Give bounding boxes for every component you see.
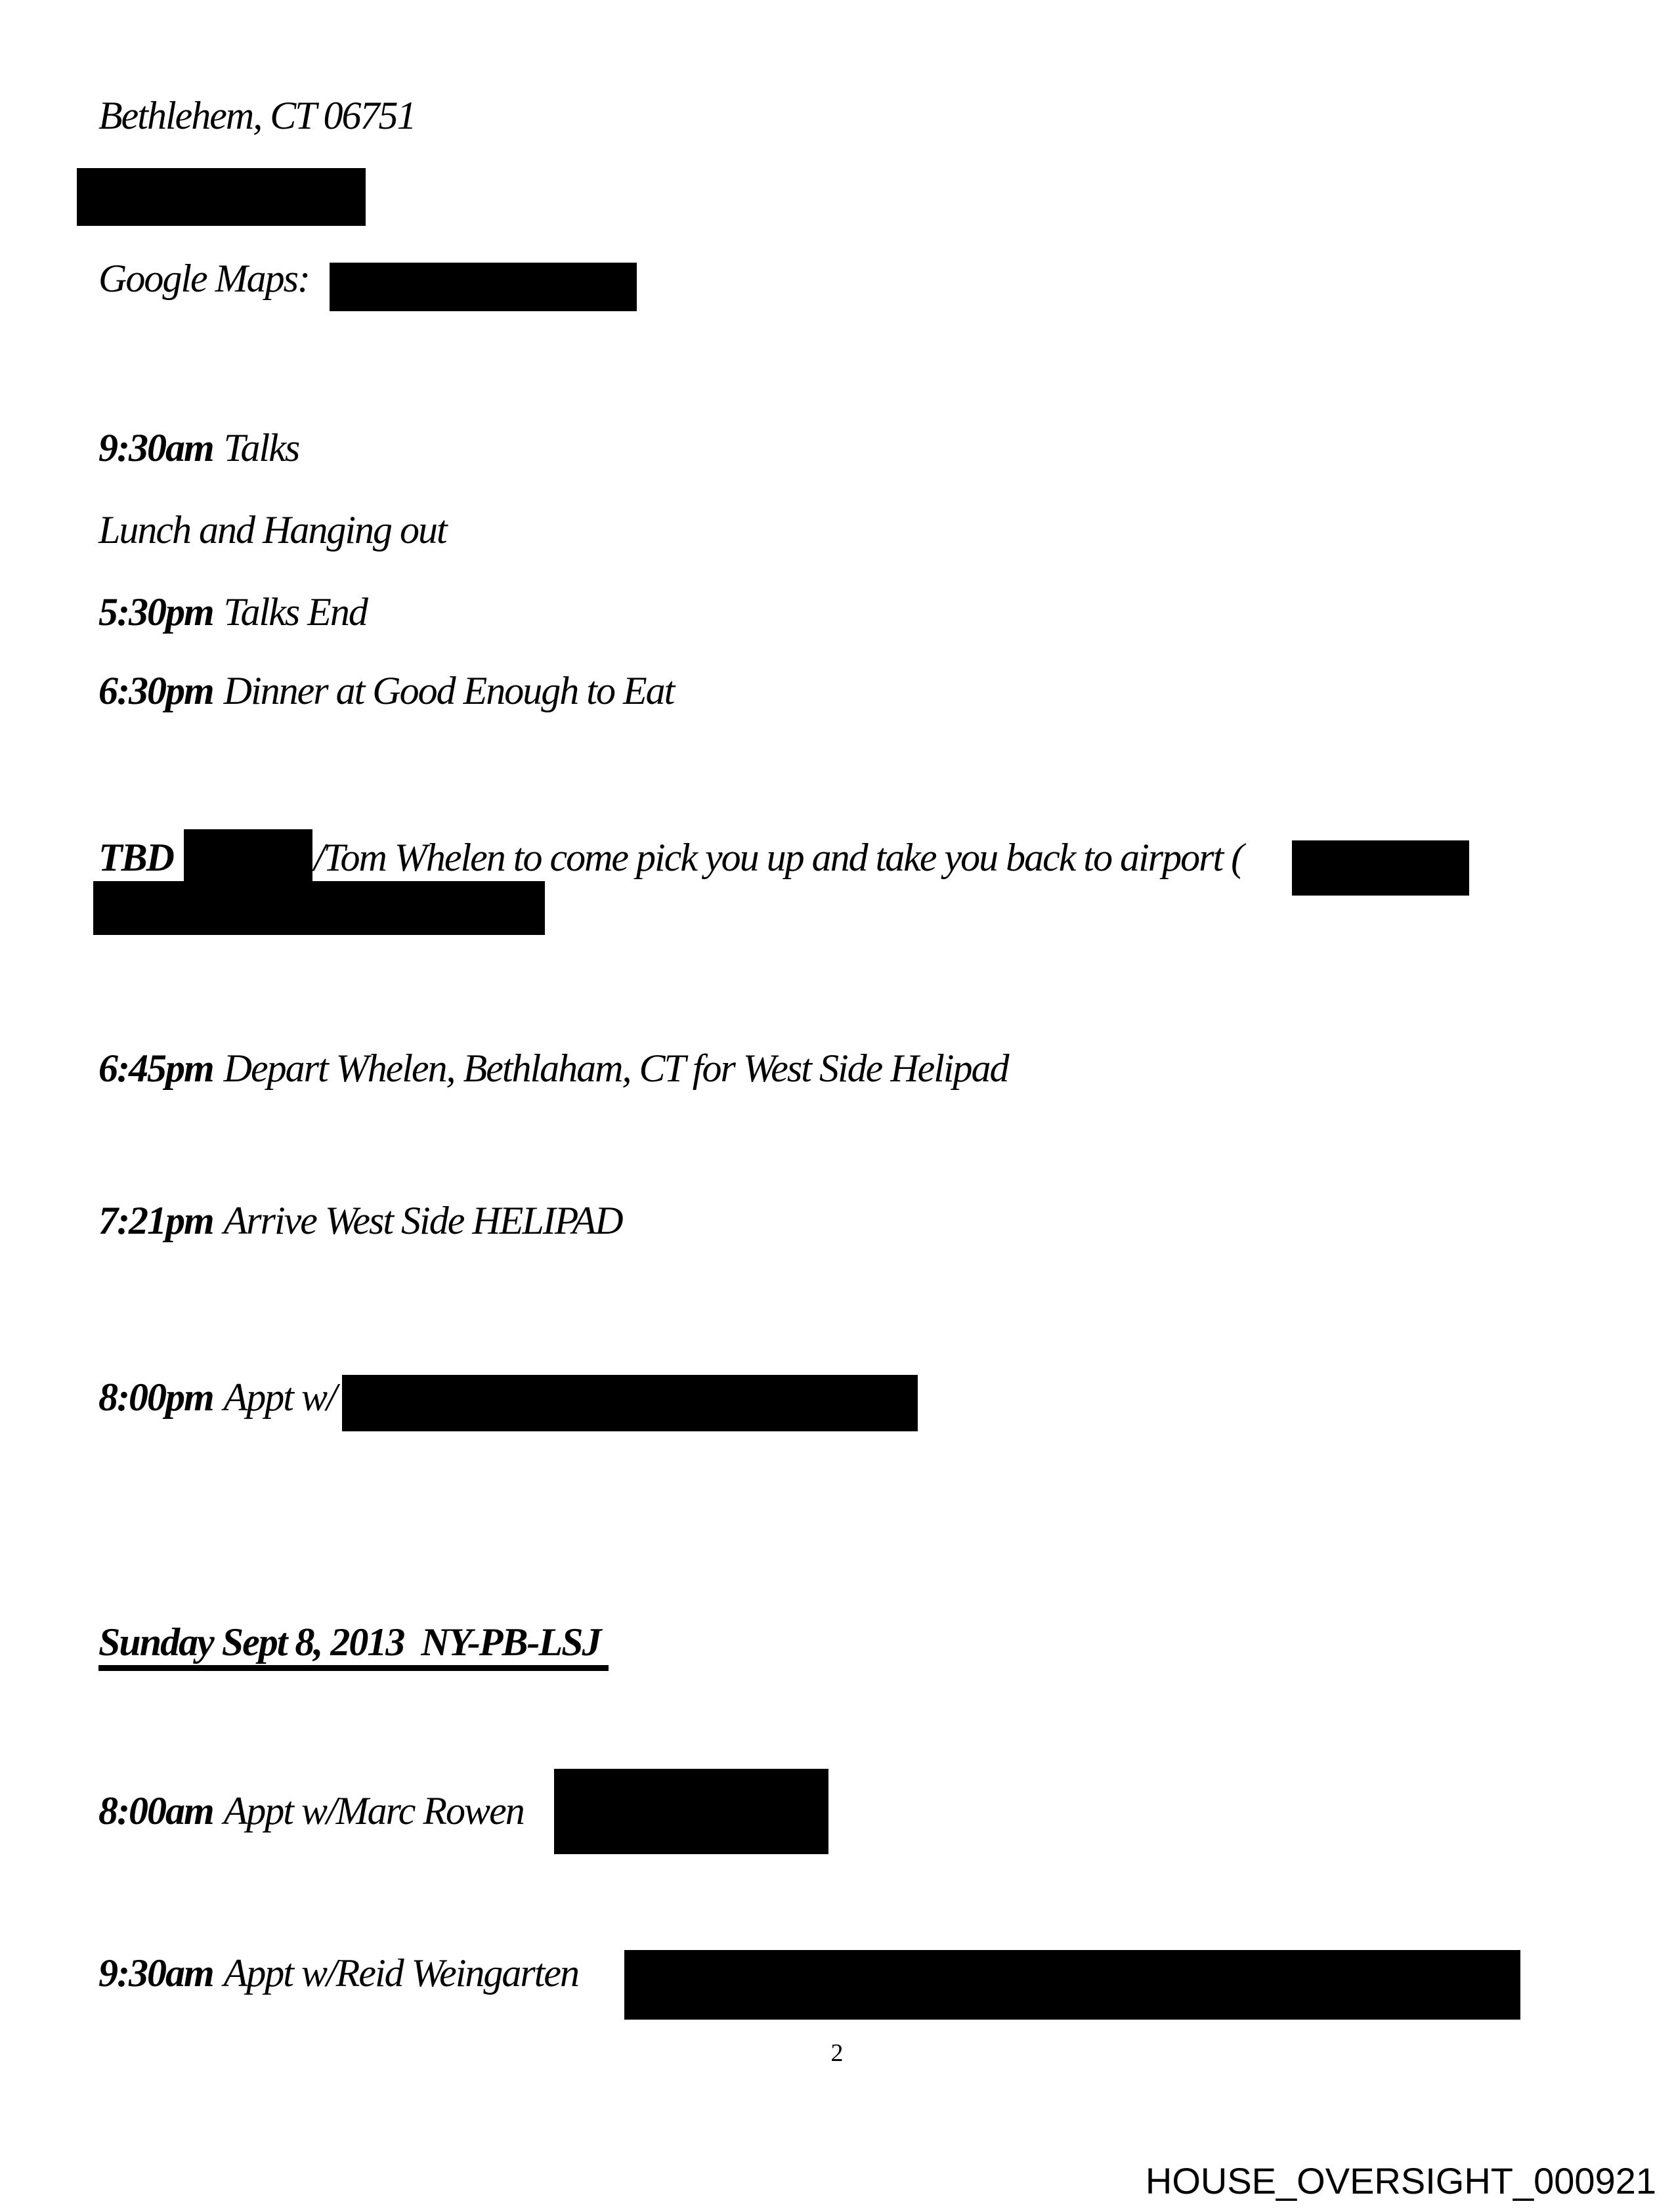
event-time: 6:30pm [98, 669, 213, 712]
event-time: 9:30am [98, 1951, 213, 1995]
event-text: Arrive West Side HELIPAD [223, 1199, 622, 1242]
event-line [98, 510, 446, 550]
redaction-bar [624, 1950, 1520, 2020]
event-text: Dinner at Good Enough to Eat [223, 669, 674, 712]
event-text: Depart Whelen, Bethlaham, CT for West Side Helipad [223, 1047, 1008, 1090]
redaction-bar [93, 881, 545, 935]
event-line [98, 838, 184, 877]
redaction-bar [1292, 840, 1469, 896]
event-time: 9:30am [98, 426, 213, 469]
redaction-bar [342, 1375, 918, 1431]
event-time: TBD [98, 836, 173, 879]
event-text: /Tom Whelen to come pick you up and take you back to airport ( [314, 836, 1243, 879]
redaction-bar [554, 1769, 828, 1854]
event-text: Talks [223, 426, 299, 469]
event-text: Appt w/ [223, 1376, 336, 1419]
event-line [98, 671, 674, 710]
event-time: 7:21pm [98, 1199, 213, 1242]
event-line [98, 428, 299, 467]
event-text-continued [314, 838, 1243, 877]
event-time: 8:00am [98, 1789, 213, 1832]
event-line [98, 1377, 336, 1417]
event-time: 8:00pm [98, 1376, 213, 1419]
day-heading: Sunday Sept 8, 2013 NY-PB-LSJ [98, 1622, 609, 1671]
google-maps-line [98, 259, 309, 298]
event-text: Appt w/Reid Weingarten [223, 1951, 579, 1995]
event-line [98, 1953, 578, 1993]
event-time: 6:45pm [98, 1047, 213, 1090]
event-text: Talks End [223, 590, 367, 634]
page-number: 2 [830, 2039, 844, 2067]
redaction-bar [330, 263, 637, 311]
event-line [98, 1049, 1008, 1088]
event-line [98, 1201, 622, 1240]
bates-number: HOUSE_OVERSIGHT_000921 [1145, 2160, 1656, 2201]
address-line: Bethlehem, CT 06751 [98, 94, 416, 137]
event-text: Appt w/Marc Rowen [223, 1789, 524, 1832]
event-line [98, 1791, 524, 1831]
google-maps-label: Google Maps: [98, 257, 309, 300]
redaction-bar [184, 829, 312, 882]
event-text: Lunch and Hanging out [98, 508, 446, 552]
event-time: 5:30pm [98, 590, 213, 634]
redaction-bar [77, 168, 366, 226]
event-line [98, 592, 367, 632]
